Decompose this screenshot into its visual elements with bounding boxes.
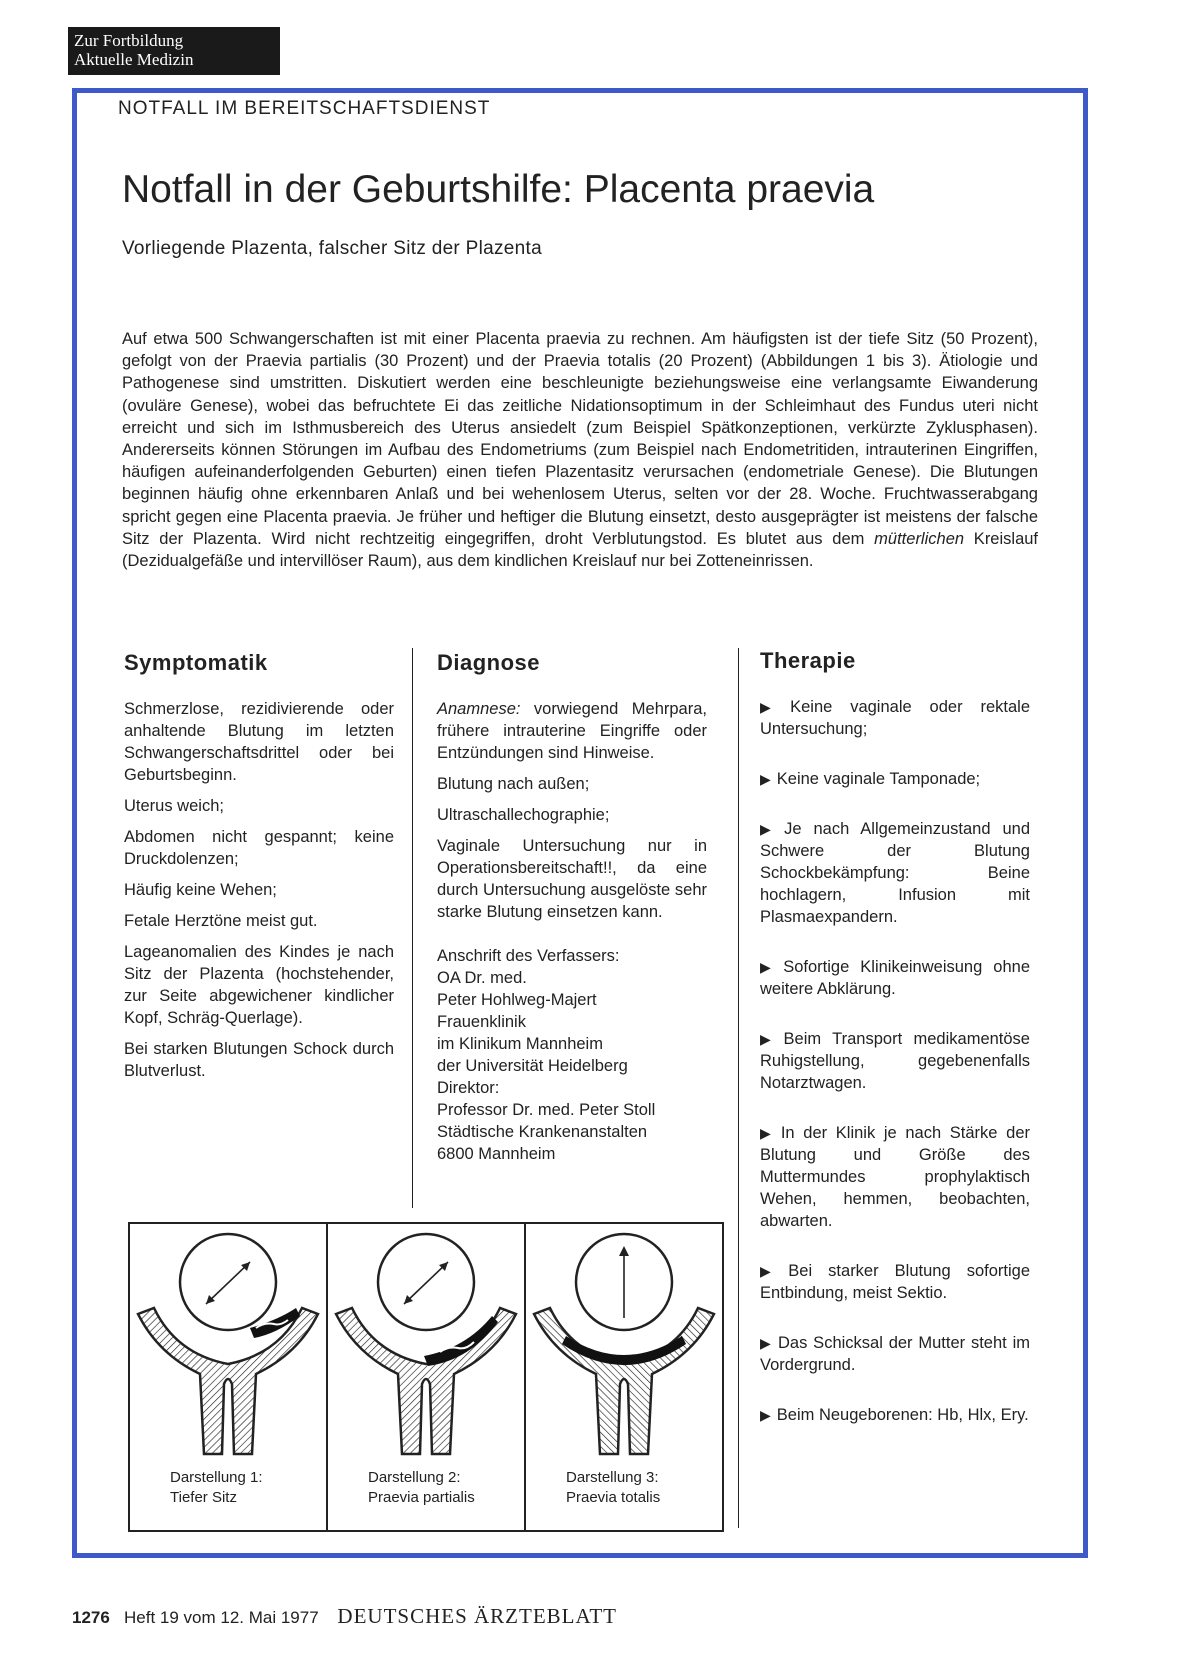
figure-2-caption: Darstellung 2: Praevia partialis: [368, 1469, 475, 1506]
bullet-triangle-icon: ▶: [760, 771, 771, 787]
rubric: NOTFALL IM BEREITSCHAFTSDIENST: [118, 98, 491, 119]
symptom-item: Häufig keine Wehen;: [124, 881, 277, 899]
figure-3-caption: Darstellung 3: Praevia totalis: [566, 1469, 661, 1506]
article-title: Notfall in der Geburtshilfe: Placenta praevia: [122, 168, 875, 211]
symptom-item: Fetale Herztöne meist gut.: [124, 912, 318, 930]
anamnese-label: Anamnese:: [437, 700, 521, 718]
symptom-item: Schmerzlose, rezidivierende oder anhaltende Blutung im letzten Schwangerschaftsdrittel oder bei Geburtsbeginn.: [124, 700, 394, 784]
symptom-item: Lageanomalien des Kindes je nach Sitz der Plazenta (hochstehender, zur Seite abgewichener kindlicher Kopf, Schräg-Querlage).: [124, 943, 394, 1027]
symptom-item: Abdomen nicht gespannt; keine Druckdolenzen;: [124, 828, 394, 868]
bullet-triangle-icon: ▶: [760, 1125, 775, 1141]
column-divider: [738, 648, 739, 1528]
intro-paragraph: [122, 328, 1038, 572]
symptom-item: Bei starken Blutungen Schock durch Blutverlust.: [124, 1040, 394, 1080]
address-line: Städtische Krankenanstalten: [437, 1123, 648, 1141]
column-divider: [412, 648, 413, 1208]
figure-1-caption: Darstellung 1: Tiefer Sitz: [170, 1469, 263, 1506]
therapy-item: ▶ In der Klinik je nach Stärke der Blutung und Größe des Muttermundes prophylaktisch Wehen, hemmen, beobachten, abwarten.: [760, 1124, 1030, 1230]
figure-2-illustration: [328, 1224, 524, 1464]
therapy-item: ▶ Sofortige Klinikeinweisung ohne weitere Abklärung.: [760, 958, 1030, 998]
intro-text-2: Kreislauf (Dezidualgefäße und intervillöser Raum), aus dem kindlichen Kreislauf nur bei Zotteneinrissen.: [122, 529, 1039, 571]
therapy-item: ▶ Keine vaginale Tamponade;: [760, 770, 981, 788]
bullet-triangle-icon: ▶: [760, 1335, 773, 1351]
therapy-item: ▶ Je nach Allgemeinzustand und Schwere der Blutung Schockbekämpfung: Beine hochlagern, Infusion mit Plasmaexpandern.: [760, 820, 1030, 926]
figure-panel: [128, 1222, 724, 1532]
therapy-item: ▶ Bei starker Blutung sofortige Entbindung, meist Sektio.: [760, 1262, 1030, 1302]
anamnese-text: vorwiegend Mehrpara, frühere intrauterine Eingriffe oder Entzündungen sind Hinweise.: [437, 700, 707, 762]
address-line: Direktor:: [437, 1079, 500, 1097]
diagnose-anamnese: [437, 698, 707, 764]
figure-1: [130, 1224, 328, 1530]
journal-name: DEUTSCHES ÄRZTEBLATT: [337, 1604, 617, 1628]
intro-text-1: Auf etwa 500 Schwangerschaften ist mit einer Placenta praevia zu rechnen. Am häufigsten ist der tiefe Sitz (50 Prozent), gefolgt von der Praevia partialis (30 Prozent) und der Praevia totalis (20 Prozent) (Abbildungen 1 bis 3). Ätiologie und Pathogenese sind umstritten. Diskutiert werden eine beschleunigte beziehungsweise eine verlangsamte Eiwanderung (ovuläre Genese), wobei das befruchtete Ei das zeitliche Nidationsoptimum in der Schleimhaut des Fundus uteri nicht erreicht und sich im Isthmusbereich des Uterus ansiedelt (zum Beispiel Spätkonzeptionen, verkürzte Zyklusphasen). Andererseits können Störungen im Aufbau des Endometriums (zum Beispiel nach Endometritiden, intrauterinen Eingriffen, häufigen aufeinanderfolgenden Geburten) einen tiefen Plazentasitz verursachen (endometriale Genese). Die Blutungen beginnen häufig ohne erkennbaren Anlaß und bei wehenlosem Uterus, selten vor der 28. Woche. Fruchtwasserabgang spricht gegen eine Placenta praevia. Je früher und heftiger die Blutung einsetzt, desto ausgeprägter ist meistens der falsche Sitz der Plazenta. Wird nicht rechtzeitig eingegriffen, droht Verblutungstod. Es blutet aus dem: [122, 330, 1038, 548]
address-line: Peter Hohlweg-Majert: [437, 991, 597, 1009]
diagnose-item: Blutung nach außen;: [437, 775, 590, 793]
page-footer: [72, 1604, 617, 1629]
heading-diagnose: Diagnose: [437, 650, 541, 675]
intro-emphasis: mütterlichen: [874, 529, 965, 548]
address-line: der Universität Heidelberg: [437, 1057, 628, 1075]
address-line: Professor Dr. med. Peter Stoll: [437, 1101, 656, 1119]
bullet-triangle-icon: ▶: [760, 1031, 778, 1047]
therapy-item: ▶ Keine vaginale oder rektale Untersuchung;: [760, 698, 1030, 738]
therapy-item: ▶ Beim Neugeborenen: Hb, Hlx, Ery.: [760, 1406, 1029, 1424]
figure-3: [526, 1224, 722, 1530]
bullet-triangle-icon: ▶: [760, 699, 785, 715]
column-therapie: [760, 650, 1030, 1454]
section-tag: [68, 27, 280, 75]
address-line: Frauenklinik: [437, 1013, 526, 1031]
therapy-item: ▶ Das Schicksal der Mutter steht im Vordergrund.: [760, 1334, 1030, 1374]
author-address: [437, 945, 707, 1165]
heading-therapie: Therapie: [760, 648, 856, 673]
page-number: 1276: [72, 1608, 110, 1627]
address-line: im Klinikum Mannheim: [437, 1035, 603, 1053]
bullet-triangle-icon: ▶: [760, 959, 778, 975]
article-subtitle: Vorliegende Plazenta, falscher Sitz der Plazenta: [122, 238, 542, 259]
bullet-triangle-icon: ▶: [760, 1407, 771, 1423]
section-tag-line1: Zur Fortbildung: [74, 31, 184, 50]
address-line: Anschrift des Verfassers:: [437, 947, 620, 965]
issue-info: Heft 19 vom 12. Mai 1977: [124, 1608, 319, 1627]
address-line: 6800 Mannheim: [437, 1145, 556, 1163]
figure-1-illustration: [130, 1224, 326, 1464]
symptom-item: Uterus weich;: [124, 797, 224, 815]
therapy-item: ▶ Beim Transport medikamentöse Ruhigstellung, gegebenenfalls Notarztwagen.: [760, 1030, 1030, 1092]
diagnose-item: Ultraschallechographie;: [437, 806, 610, 824]
heading-symptomatik: Symptomatik: [124, 650, 268, 675]
diagnose-item: Vaginale Untersuchung nur in Operationsbereitschaft!!, da eine durch Untersuchung ausgelöste sehr starke Blutung einsetzen kann.: [437, 837, 707, 921]
bullet-triangle-icon: ▶: [760, 1263, 783, 1279]
figure-3-illustration: [526, 1224, 722, 1464]
bullet-triangle-icon: ▶: [760, 821, 779, 837]
figure-2: [328, 1224, 526, 1530]
address-line: OA Dr. med.: [437, 969, 527, 987]
column-symptomatik: [124, 652, 394, 1091]
section-tag-line2: Aktuelle Medizin: [74, 50, 194, 69]
column-diagnose: [437, 652, 707, 1165]
